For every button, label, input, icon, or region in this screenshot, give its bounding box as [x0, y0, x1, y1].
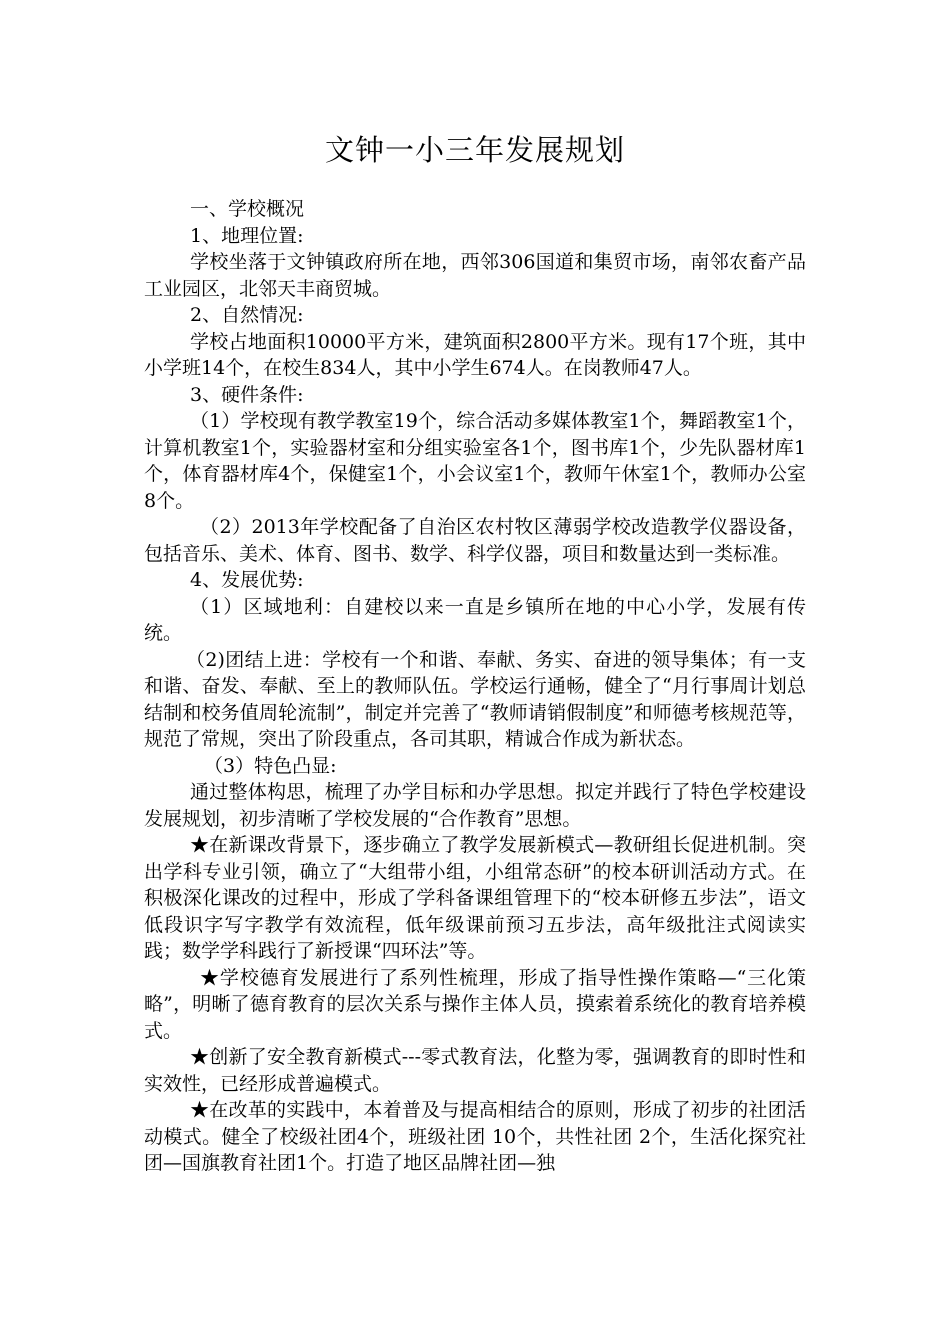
- subsection-heading: 3、硬件条件:: [190, 383, 304, 406]
- subsection-heading: 4、发展优势:: [190, 569, 304, 591]
- paragraph: ★在新课改背景下，逐步确立了教学发展新模式—教研组长促进机制。突出学科专业引领，确立了“大组带小组，小组常态研”的校本研训活动方式。在积极深化课改的过程中，形成了学科备课组管理下的“校本研修五步法”，语文低段识字写字教学有效流程，低年级课前预习五步法，高年级批注式阅读实践；数学学科践行了新授课“四环法”等。: [144, 834, 806, 962]
- paragraph: ★在改革的实践中，本着普及与提高相结合的原则，形成了初步的社团活动模式。健全了校级社团4个，班级社团 10个，共性社团 2个，生活化探究社团—国旗教育社团1个。打造了地区品牌社团—独: [144, 1099, 806, 1174]
- paragraph: 学校占地面积10000平方米，建筑面积2800平方米。现有17个班，其中小学班14个，在校生834人，其中小学生674人。在岗教师47人。: [144, 330, 806, 379]
- paragraph: ★学校德育发展进行了系列性梳理，形成了指导性操作策略—“三化策略”，明晰了德育教育的层次关系与操作主体人员，摸索着系统化的教育培养模式。: [144, 966, 806, 1042]
- section-heading: 一、学校概况: [190, 198, 305, 220]
- subsection-heading: （3）特色凸显:: [204, 754, 337, 777]
- document-title: 文钟一小三年发展规划: [324, 133, 625, 167]
- paragraph: （2）2013年学校配备了自治区农村牧区薄弱学校改造教学仪器设备，包括音乐、美术、体育、图书、数学、科学仪器，项目和数量达到一类标准。: [144, 516, 806, 565]
- paragraph: （1）区域地利：自建校以来一直是乡镇所在地的中心小学，发展有传统。: [144, 595, 806, 644]
- paragraph: ★创新了安全教育新模式---零式教育法，化整为零，强调教育的即时性和实效性，已经形成普遍模式。: [144, 1046, 806, 1095]
- subsection-heading: 2、自然情况:: [190, 304, 304, 326]
- paragraph: （2)团结上进：学校有一个和谐、奉献、务实、奋进的领导集体；有一支和谐、奋发、奉献、至上的教师队伍。学校运行通畅，健全了“月行事周计划总结制和校务值周轮流制”，制定并完善了“教师请销假制度”和师德考核规范等，规范了常规，突出了阶段重点，各司其职，精诚合作成为新状态。: [144, 648, 806, 750]
- paragraph: 学校坐落于文钟镇政府所在地，西邻306国道和集贸市场，南邻农畜产品工业园区，北邻天丰商贸城。: [144, 251, 806, 300]
- paragraph: 通过整体构思，梳理了办学目标和办学思想。拟定并践行了特色学校建设发展规划，初步清晰了学校发展的“合作教育”思想。: [144, 781, 806, 830]
- document-body: [144, 196, 806, 1177]
- paragraph: （1）学校现有教学教室19个，综合活动多媒体教室1个，舞蹈教室1个，计算机教室1个，实验器材室和分组实验室各1个，图书库1个，少先队器材库1个，体育器材库4个，保健室1个，小会议室1个，教师午休室1个，教师办公室8个。: [144, 410, 806, 512]
- subsection-heading: 1、地理位置:: [190, 224, 304, 247]
